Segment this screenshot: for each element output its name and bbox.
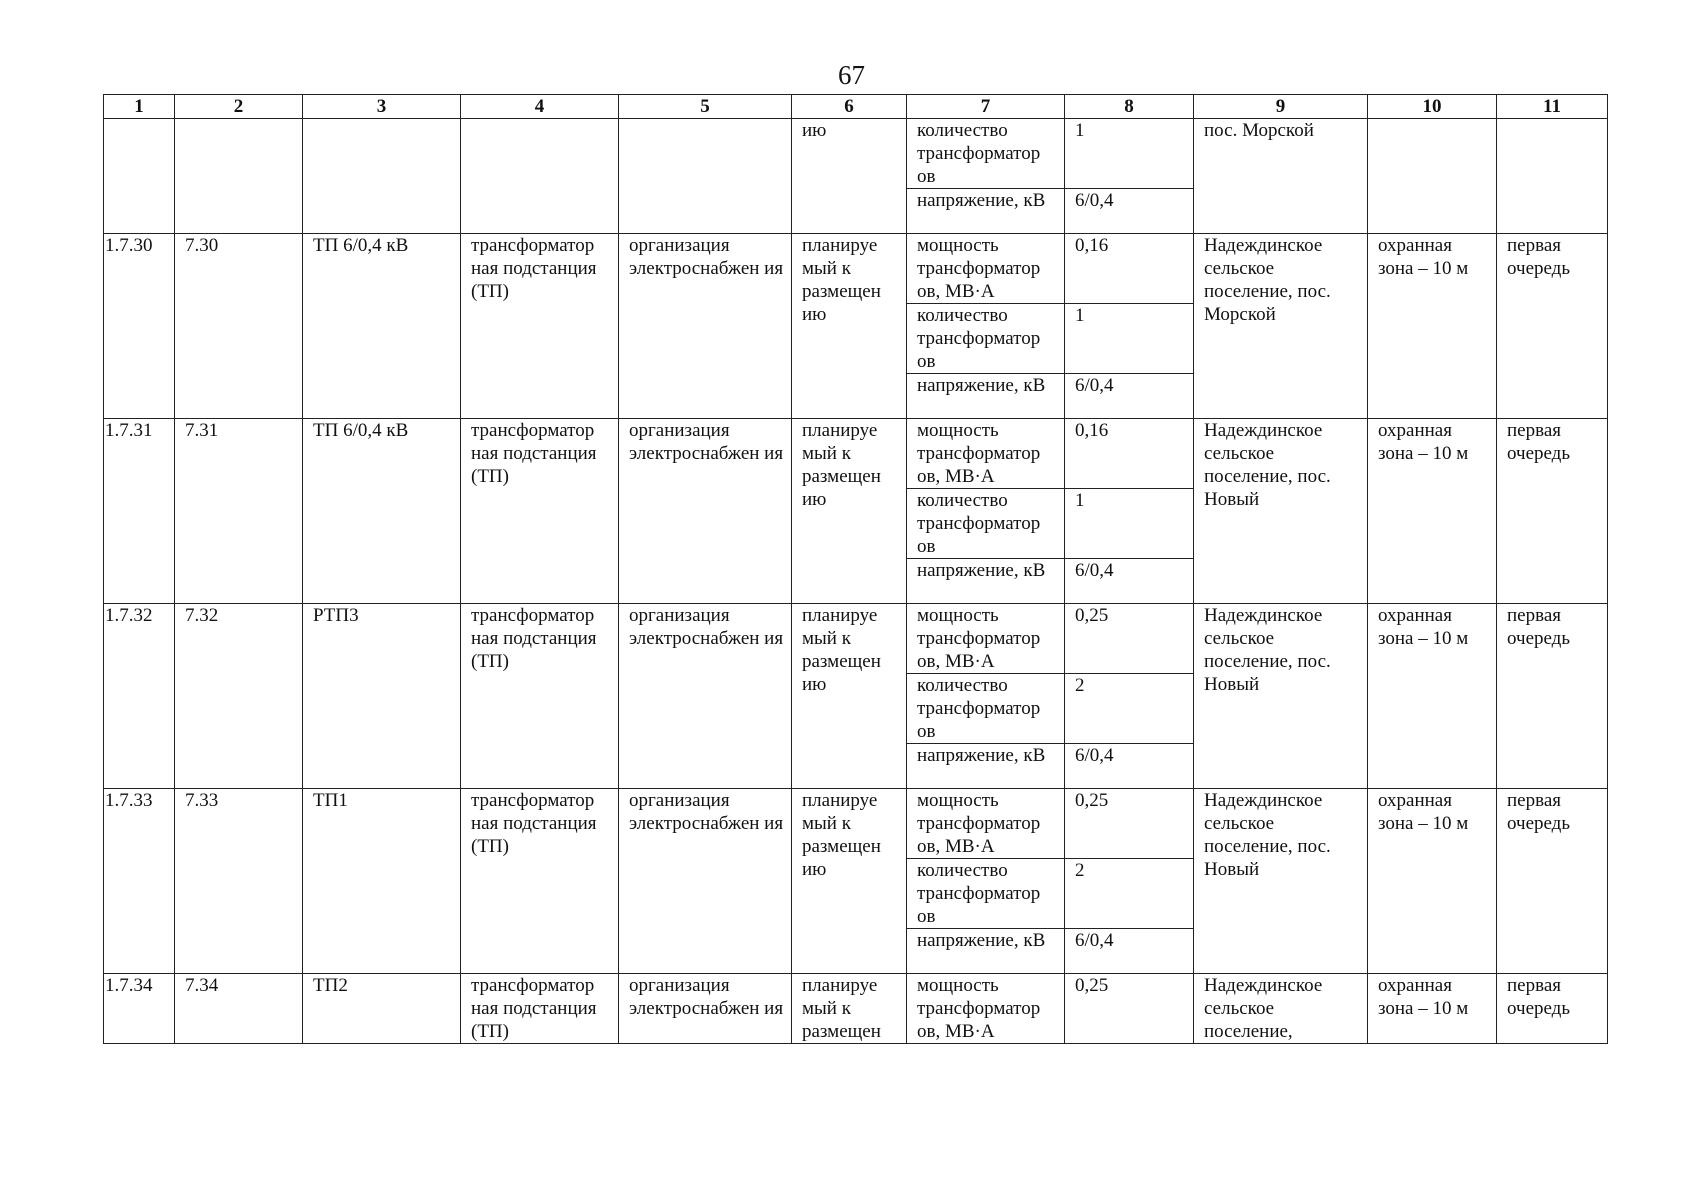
cell-param-value: 0,16 <box>1065 419 1194 489</box>
cell-location: Надеждинское сельское поселение, пос. Новый <box>1194 604 1368 789</box>
cell-object-type: трансформатор ная подстанция (ТП) <box>461 234 619 419</box>
cell-col4 <box>461 119 619 234</box>
cell-status: планируе мый к размещен ию <box>792 789 907 974</box>
cell-item-number: 1.7.30 <box>104 234 175 419</box>
cell-param-value: 6/0,4 <box>1065 559 1194 604</box>
cell-param-name: мощность трансформатор ов, МВ·А <box>907 974 1065 1044</box>
cell-purpose: организация электроснабжен ия <box>619 974 792 1044</box>
cell-param-value: 6/0,4 <box>1065 929 1194 974</box>
cell-param-value: 2 <box>1065 859 1194 929</box>
column-header: 9 <box>1194 95 1368 119</box>
cell-col5 <box>619 119 792 234</box>
cell-status: планируе мый к размещен ию <box>792 234 907 419</box>
cell-param-value: 0,25 <box>1065 974 1194 1044</box>
cell-param-value: 6/0,4 <box>1065 374 1194 419</box>
cell-param-value: 1 <box>1065 304 1194 374</box>
cell-object-type: трансформатор ная подстанция (ТП) <box>461 419 619 604</box>
column-header: 7 <box>907 95 1065 119</box>
cell-map-number: 7.30 <box>175 234 303 419</box>
cell-param-name: количество трансформатор ов <box>907 674 1065 744</box>
cell-item-number: 1.7.31 <box>104 419 175 604</box>
column-header: 3 <box>303 95 461 119</box>
cell-object-name: ТП2 <box>303 974 461 1044</box>
table-row <box>104 234 1608 304</box>
column-header: 11 <box>1497 95 1608 119</box>
cell-item-number: 1.7.33 <box>104 789 175 974</box>
cell-object-type: трансформатор ная подстанция (ТП) <box>461 974 619 1044</box>
table-row <box>104 974 1608 1044</box>
cell-stage: первая очередь <box>1497 789 1608 974</box>
column-header: 2 <box>175 95 303 119</box>
cell-status: ию <box>792 119 907 234</box>
cell-param-name: напряжение, кВ <box>907 374 1065 419</box>
cell-object-name: ТП1 <box>303 789 461 974</box>
cell-item-number: 1.7.34 <box>104 974 175 1044</box>
cell-param-value: 6/0,4 <box>1065 744 1194 789</box>
table-row <box>104 789 1608 859</box>
cell-param-value: 2 <box>1065 674 1194 744</box>
cell-col1 <box>104 119 175 234</box>
cell-purpose: организация электроснабжен ия <box>619 419 792 604</box>
cell-zone: охранная зона – 10 м <box>1368 419 1497 604</box>
cell-location: Надеждинское сельское поселение, пос. Новый <box>1194 789 1368 974</box>
column-header: 6 <box>792 95 907 119</box>
cell-status: планируе мый к размещен ию <box>792 419 907 604</box>
cell-param-name: количество трансформатор ов <box>907 489 1065 559</box>
cell-param-name: количество трансформатор ов <box>907 859 1065 929</box>
cell-param-name: напряжение, кВ <box>907 559 1065 604</box>
page-number: 67 <box>838 60 865 90</box>
table-row <box>104 604 1608 674</box>
cell-map-number: 7.34 <box>175 974 303 1044</box>
cell-map-number: 7.31 <box>175 419 303 604</box>
cell-object-name: ТП 6/0,4 кВ <box>303 419 461 604</box>
cell-zone <box>1368 119 1497 234</box>
cell-param-value: 0,25 <box>1065 789 1194 859</box>
infrastructure-table <box>103 94 1608 1044</box>
column-number-row <box>104 95 1608 119</box>
cell-stage: первая очередь <box>1497 419 1608 604</box>
cell-stage: первая очередь <box>1497 974 1608 1044</box>
column-header: 10 <box>1368 95 1497 119</box>
column-header: 8 <box>1065 95 1194 119</box>
cell-purpose: организация электроснабжен ия <box>619 604 792 789</box>
column-header: 5 <box>619 95 792 119</box>
cell-param-value: 0,16 <box>1065 234 1194 304</box>
cell-stage: первая очередь <box>1497 234 1608 419</box>
cell-param-name: напряжение, кВ <box>907 929 1065 974</box>
cell-param-name: мощность трансформатор ов, МВ·А <box>907 419 1065 489</box>
cell-col2 <box>175 119 303 234</box>
cell-location: Надеждинское сельское поселение, пос. Новый <box>1194 419 1368 604</box>
cell-object-type: трансформатор ная подстанция (ТП) <box>461 604 619 789</box>
table-row-continuation <box>104 119 1608 189</box>
cell-zone: охранная зона – 10 м <box>1368 604 1497 789</box>
cell-status: планируе мый к размещен ию <box>792 604 907 789</box>
column-header: 4 <box>461 95 619 119</box>
cell-param-name: количество трансформатор ов <box>907 119 1065 189</box>
cell-zone: охранная зона – 10 м <box>1368 234 1497 419</box>
cell-param-value: 6/0,4 <box>1065 189 1194 234</box>
cell-location: пос. Морской <box>1194 119 1368 234</box>
cell-purpose: организация электроснабжен ия <box>619 789 792 974</box>
cell-map-number: 7.33 <box>175 789 303 974</box>
cell-param-name: мощность трансформатор ов, МВ·А <box>907 789 1065 859</box>
cell-param-value: 0,25 <box>1065 604 1194 674</box>
cell-stage <box>1497 119 1608 234</box>
cell-param-name: количество трансформатор ов <box>907 304 1065 374</box>
cell-location: Надеждинское сельское поселение, пос. Морской <box>1194 234 1368 419</box>
cell-param-name: напряжение, кВ <box>907 189 1065 234</box>
cell-zone: охранная зона – 10 м <box>1368 789 1497 974</box>
cell-col3 <box>303 119 461 234</box>
cell-object-name: РТП3 <box>303 604 461 789</box>
table-row <box>104 419 1608 489</box>
cell-item-number: 1.7.32 <box>104 604 175 789</box>
cell-param-value: 1 <box>1065 489 1194 559</box>
cell-status: планируе мый к размещен <box>792 974 907 1044</box>
cell-param-name: напряжение, кВ <box>907 744 1065 789</box>
cell-map-number: 7.32 <box>175 604 303 789</box>
cell-location: Надеждинское сельское поселение, <box>1194 974 1368 1044</box>
cell-stage: первая очередь <box>1497 604 1608 789</box>
cell-purpose: организация электроснабжен ия <box>619 234 792 419</box>
cell-param-name: мощность трансформатор ов, МВ·А <box>907 234 1065 304</box>
cell-param-value: 1 <box>1065 119 1194 189</box>
cell-param-name: мощность трансформатор ов, МВ·А <box>907 604 1065 674</box>
cell-object-type: трансформатор ная подстанция (ТП) <box>461 789 619 974</box>
cell-object-name: ТП 6/0,4 кВ <box>303 234 461 419</box>
cell-zone: охранная зона – 10 м <box>1368 974 1497 1044</box>
column-header: 1 <box>104 95 175 119</box>
